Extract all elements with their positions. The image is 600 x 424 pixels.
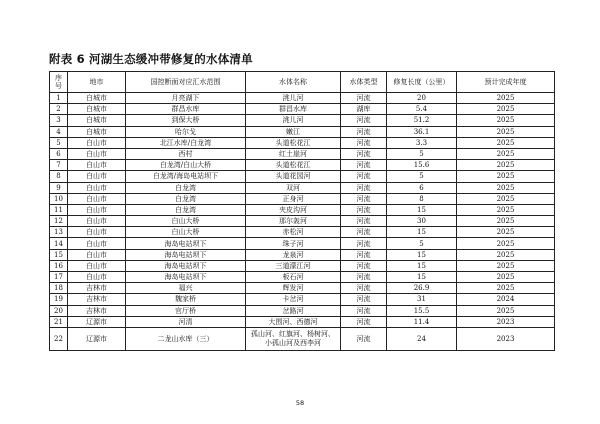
row-water-body: 头道花园河 <box>246 171 341 182</box>
row-index: 17 <box>50 272 68 283</box>
water-body-table <box>49 71 555 351</box>
row-year: 2025 <box>457 238 555 249</box>
row-water-body: 卡岔河 <box>246 294 341 305</box>
table-row <box>50 148 555 159</box>
row-city: 白山市 <box>68 193 126 204</box>
row-length: 15.5 <box>387 305 457 316</box>
row-catchment: 海岛电站坝下 <box>126 260 246 271</box>
row-year: 2025 <box>457 272 555 283</box>
row-city: 白山市 <box>68 249 126 260</box>
row-year: 2025 <box>457 216 555 227</box>
row-length: 3.3 <box>387 137 457 148</box>
row-water-body: 那尔轰河 <box>246 216 341 227</box>
row-index: 21 <box>50 316 68 327</box>
row-length: 15 <box>387 227 457 238</box>
row-city: 白山市 <box>68 272 126 283</box>
table-body <box>50 93 555 351</box>
table-row <box>50 238 555 249</box>
row-catchment: 哈尔戈 <box>126 126 246 137</box>
row-catchment: 海岛电站坝下 <box>126 238 246 249</box>
table-row <box>50 115 555 126</box>
row-length: 6 <box>387 182 457 193</box>
row-index: 8 <box>50 171 68 182</box>
table-row <box>50 260 555 271</box>
row-water-body: 头道松花江 <box>246 137 341 148</box>
row-type: 河流 <box>341 182 387 193</box>
row-type: 湖库 <box>341 104 387 115</box>
row-city: 白城市 <box>68 126 126 137</box>
row-type: 河流 <box>341 126 387 137</box>
row-catchment: 福兴 <box>126 283 246 294</box>
table-row <box>50 171 555 182</box>
row-catchment: 月亮湖下 <box>126 93 246 104</box>
row-length: 15.6 <box>387 160 457 171</box>
row-city: 白山市 <box>68 238 126 249</box>
row-length: 15 <box>387 204 457 215</box>
row-length: 5 <box>387 171 457 182</box>
row-water-body: 大围河、西德河 <box>246 316 341 327</box>
row-year: 2025 <box>457 249 555 260</box>
row-length: 31 <box>387 294 457 305</box>
row-type: 河流 <box>341 249 387 260</box>
row-index: 11 <box>50 204 68 215</box>
table-row <box>50 182 555 193</box>
row-city: 吉林市 <box>68 294 126 305</box>
row-length: 36.1 <box>387 126 457 137</box>
row-type: 河流 <box>341 260 387 271</box>
table-row <box>50 305 555 316</box>
row-year: 2025 <box>457 305 555 316</box>
col-index-header: 序号 <box>50 72 68 93</box>
row-type: 河流 <box>341 204 387 215</box>
row-water-body: 龙泉河 <box>246 249 341 260</box>
row-type: 河流 <box>341 327 387 350</box>
row-water-body: 群昌水库 <box>246 104 341 115</box>
col-length-header: 修复长度（公里） <box>387 72 457 93</box>
row-city: 白城市 <box>68 115 126 126</box>
row-catchment: 白龙湾/白山大桥 <box>126 160 246 171</box>
row-catchment: 白山大桥 <box>126 227 246 238</box>
row-year: 2025 <box>457 283 555 294</box>
row-catchment: 白龙湾 <box>126 182 246 193</box>
row-catchment: 魏家桥 <box>126 294 246 305</box>
row-index: 4 <box>50 126 68 137</box>
row-type: 河流 <box>341 193 387 204</box>
row-index: 7 <box>50 160 68 171</box>
row-water-body: 孤山河、红旗河、杨树河、小孤山河及西李河 <box>246 327 341 350</box>
row-index: 14 <box>50 238 68 249</box>
row-length: 26.9 <box>387 283 457 294</box>
row-length: 5 <box>387 238 457 249</box>
row-catchment: 河清 <box>126 316 246 327</box>
row-catchment: 白龙湾/海岛电站坝下 <box>126 171 246 182</box>
row-type: 河流 <box>341 115 387 126</box>
row-length: 30 <box>387 216 457 227</box>
row-water-body: 嫩江 <box>246 126 341 137</box>
row-index: 10 <box>50 193 68 204</box>
row-catchment: 群昌水库 <box>126 104 246 115</box>
table-row <box>50 272 555 283</box>
row-index: 6 <box>50 148 68 159</box>
row-city: 白山市 <box>68 171 126 182</box>
row-catchment: 二龙山水库（三） <box>126 327 246 350</box>
row-year: 2025 <box>457 137 555 148</box>
row-index: 19 <box>50 294 68 305</box>
row-city: 吉林市 <box>68 283 126 294</box>
row-index: 5 <box>50 137 68 148</box>
row-year: 2025 <box>457 160 555 171</box>
row-year: 2025 <box>457 148 555 159</box>
row-city: 白山市 <box>68 216 126 227</box>
row-type: 河流 <box>341 148 387 159</box>
row-city: 白山市 <box>68 182 126 193</box>
row-type: 河流 <box>341 272 387 283</box>
row-index: 9 <box>50 182 68 193</box>
row-catchment: 白龙湾 <box>126 193 246 204</box>
row-index: 2 <box>50 104 68 115</box>
row-city: 白山市 <box>68 148 126 159</box>
row-index: 16 <box>50 260 68 271</box>
row-type: 河流 <box>341 227 387 238</box>
row-catchment: 白龙湾 <box>126 204 246 215</box>
row-type: 河流 <box>341 294 387 305</box>
row-length: 5 <box>387 148 457 159</box>
row-catchment: 白山大桥 <box>126 216 246 227</box>
row-water-body: 珠子河 <box>246 238 341 249</box>
row-length: 24 <box>387 327 457 350</box>
row-length: 15 <box>387 272 457 283</box>
row-water-body: 岔路河 <box>246 305 341 316</box>
row-type: 河流 <box>341 137 387 148</box>
table-row <box>50 160 555 171</box>
table-row <box>50 227 555 238</box>
row-water-body: 红土崖河 <box>246 148 341 159</box>
row-index: 3 <box>50 115 68 126</box>
row-index: 1 <box>50 93 68 104</box>
table-row <box>50 316 555 327</box>
row-year: 2025 <box>457 260 555 271</box>
row-index: 20 <box>50 305 68 316</box>
page-number: 58 <box>295 399 305 407</box>
col-water-body-header: 水体名称 <box>246 72 341 93</box>
table-row <box>50 283 555 294</box>
row-water-body: 洮儿河 <box>246 93 341 104</box>
row-year: 2023 <box>457 316 555 327</box>
row-year: 2023 <box>457 327 555 350</box>
row-city: 吉林市 <box>68 305 126 316</box>
table-row <box>50 327 555 350</box>
row-city: 白山市 <box>68 260 126 271</box>
row-catchment: 西村 <box>126 148 246 159</box>
row-year: 2025 <box>457 115 555 126</box>
row-type: 河流 <box>341 305 387 316</box>
row-year: 2024 <box>457 294 555 305</box>
row-year: 2025 <box>457 126 555 137</box>
row-city: 辽源市 <box>68 327 126 350</box>
row-water-body: 正身河 <box>246 193 341 204</box>
row-length: 15 <box>387 260 457 271</box>
col-type-header: 水体类型 <box>341 72 387 93</box>
row-water-body: 双河 <box>246 182 341 193</box>
row-water-body: 辉发河 <box>246 283 341 294</box>
row-catchment: 到保大桥 <box>126 115 246 126</box>
row-type: 河流 <box>341 316 387 327</box>
table-row <box>50 294 555 305</box>
row-type: 河流 <box>341 238 387 249</box>
row-index: 22 <box>50 327 68 350</box>
row-type: 河流 <box>341 93 387 104</box>
row-city: 白山市 <box>68 227 126 238</box>
row-year: 2025 <box>457 104 555 115</box>
table-row <box>50 249 555 260</box>
table-row <box>50 93 555 104</box>
table-header-row <box>50 72 555 93</box>
table-row <box>50 137 555 148</box>
col-catchment-header: 国控断面对应汇水范围 <box>126 72 246 93</box>
table-row <box>50 104 555 115</box>
row-water-body: 夹皮沟河 <box>246 204 341 215</box>
row-type: 河流 <box>341 216 387 227</box>
row-water-body: 洮儿河 <box>246 115 341 126</box>
row-type: 河流 <box>341 160 387 171</box>
row-city: 白城市 <box>68 104 126 115</box>
row-type: 河流 <box>341 171 387 182</box>
row-index: 15 <box>50 249 68 260</box>
row-catchment: 海岛电站坝下 <box>126 272 246 283</box>
row-length: 8 <box>387 193 457 204</box>
col-year-header: 预计完成年度 <box>457 72 555 93</box>
row-city: 白山市 <box>68 137 126 148</box>
row-water-body: 头道松花江 <box>246 160 341 171</box>
row-index: 13 <box>50 227 68 238</box>
table-row <box>50 126 555 137</box>
row-catchment: 北江水库/白龙湾 <box>126 137 246 148</box>
row-city: 白山市 <box>68 160 126 171</box>
table-row <box>50 216 555 227</box>
row-year: 2025 <box>457 227 555 238</box>
row-city: 辽源市 <box>68 316 126 327</box>
row-water-body: 板石河 <box>246 272 341 283</box>
row-length: 51.2 <box>387 115 457 126</box>
row-year: 2025 <box>457 193 555 204</box>
table-row <box>50 193 555 204</box>
row-city: 白城市 <box>68 93 126 104</box>
row-catchment: 海岛电站坝下 <box>126 249 246 260</box>
row-year: 2025 <box>457 171 555 182</box>
row-length: 20 <box>387 93 457 104</box>
row-year: 2025 <box>457 204 555 215</box>
row-index: 12 <box>50 216 68 227</box>
row-water-body: 三道濛江河 <box>246 260 341 271</box>
row-type: 河流 <box>341 283 387 294</box>
row-water-body: 赤松河 <box>246 227 341 238</box>
row-length: 5.4 <box>387 104 457 115</box>
table-row <box>50 204 555 215</box>
row-index: 18 <box>50 283 68 294</box>
row-length: 15 <box>387 249 457 260</box>
row-year: 2025 <box>457 93 555 104</box>
page-title: 附表 6 河湖生态缓冲带修复的水体清单 <box>49 52 253 66</box>
row-city: 白山市 <box>68 204 126 215</box>
row-catchment: 官厅桥 <box>126 305 246 316</box>
row-length: 11.4 <box>387 316 457 327</box>
row-year: 2025 <box>457 182 555 193</box>
col-city-header: 地市 <box>68 72 126 93</box>
